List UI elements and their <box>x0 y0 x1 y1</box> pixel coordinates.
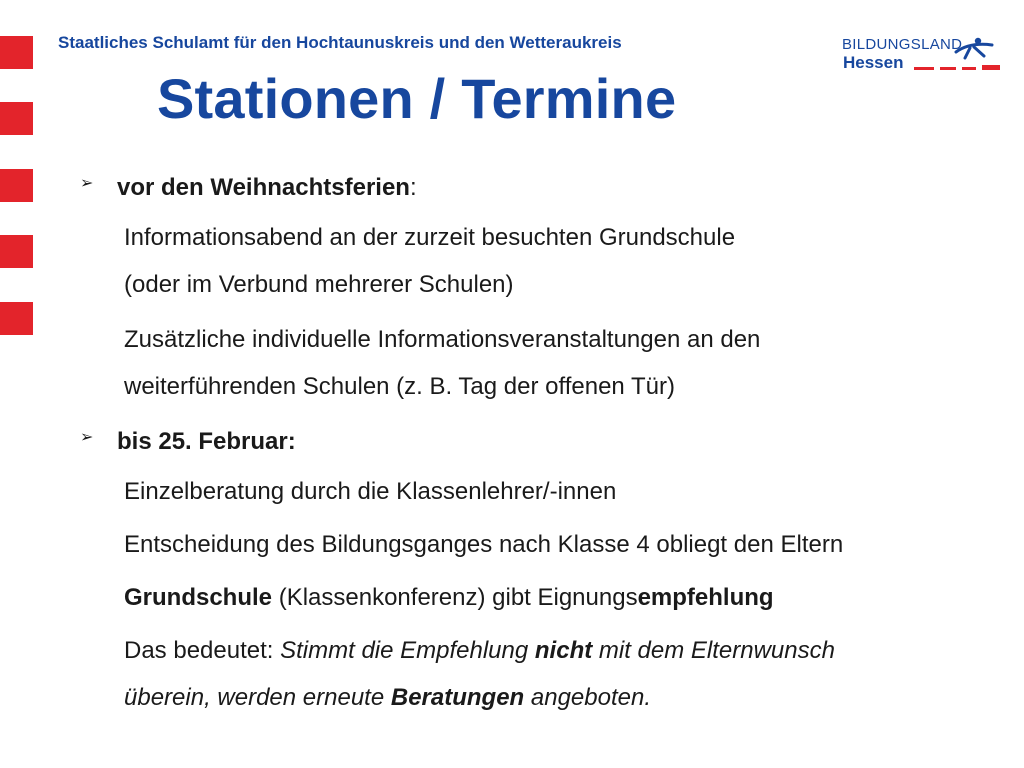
left-decoration-bars <box>0 0 34 768</box>
red-bar <box>0 302 33 335</box>
logo-figure-icon <box>842 36 1002 74</box>
arrow-bullet-icon: ➢ <box>80 429 94 446</box>
paragraph-line: Zusätzliche individuelle Informationsveranstaltungen an den <box>124 326 761 353</box>
arrow-bullet-icon: ➢ <box>80 175 94 192</box>
paragraph-line: weiterführenden Schulen (z. B. Tag der offenen Tür) <box>124 373 676 400</box>
page-title: Stationen / Termine <box>157 67 677 130</box>
italic-text: angeboten. <box>524 684 652 711</box>
bold-italic-text: nicht <box>534 637 593 664</box>
bullet-item-weihnachtsferien <box>80 164 1000 202</box>
paragraph-einzelberatung <box>80 468 1000 515</box>
bold-text: Grundschule <box>124 584 273 611</box>
bullet-item-februar <box>80 418 1000 456</box>
paragraph-text: Das bedeutet: <box>124 637 281 664</box>
section-heading: vor den Weihnachtsferien <box>117 174 410 201</box>
paragraph-line: Informationsabend an der zurzeit besuchten Grundschule <box>124 224 736 251</box>
paragraph-entscheidung <box>80 521 1000 568</box>
logo-text-line2: Hessen <box>843 53 904 72</box>
organization-header: Staatliches Schulamt für den Hochtaunuskreis und den Wetteraukreis <box>58 33 622 52</box>
heading-suffix: : <box>409 174 417 201</box>
paragraph-das-bedeutet <box>80 627 1000 721</box>
paragraph-text: Einzelberatung durch die Klassenlehrer/-innen <box>124 478 617 505</box>
red-bar <box>0 169 33 202</box>
bold-text: empfehlung <box>637 584 774 611</box>
bildungsland-hessen-logo <box>842 36 1002 74</box>
paragraph-informationsabend <box>80 214 1000 308</box>
paragraph-line <box>124 627 1000 674</box>
italic-text: Stimmt die Empfehlung <box>280 637 535 664</box>
logo-text-line1: BILDUNGSLAND <box>842 36 963 53</box>
italic-text: überein, werden erneute <box>124 684 391 711</box>
paragraph-line <box>124 674 1000 721</box>
red-bar <box>0 36 33 69</box>
paragraph-grundschule <box>80 574 1000 621</box>
red-bar <box>0 235 33 268</box>
slide-content <box>80 164 1000 721</box>
paragraph-text: (Klassenkonferenz) gibt Eignungs <box>272 584 638 611</box>
paragraph-text: Entscheidung des Bildungsganges nach Klasse 4 obliegt den Eltern <box>124 531 844 558</box>
paragraph-line: (oder im Verbund mehrerer Schulen) <box>124 271 514 298</box>
red-bar <box>0 102 33 135</box>
bold-italic-text: Beratungen <box>390 684 525 711</box>
paragraph-zusaetzliche <box>80 316 1000 410</box>
section-heading: bis 25. Februar: <box>117 428 296 455</box>
italic-text: mit dem Elternwunsch <box>592 637 835 664</box>
